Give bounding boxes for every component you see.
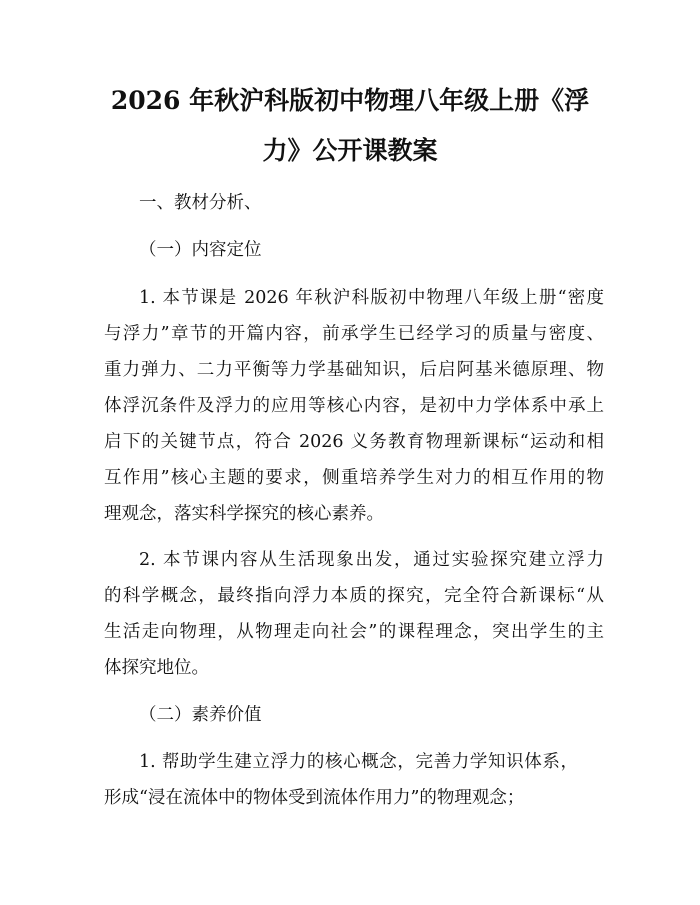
- paragraph-line: 生活走向物理，从物理走向社会”的课程理念，突出学生的主: [104, 622, 604, 642]
- paragraph-line: 形成“浸在流体中的物体受到流体作用力”的物理观念；: [104, 788, 525, 808]
- subsection-heading-literacy-value: （二）素养价值: [139, 705, 262, 725]
- document-title-line-1: 2026 年秋沪科版初中物理八年级上册《浮: [110, 86, 590, 115]
- document-title-line-2: 力》公开课教案: [262, 136, 438, 165]
- paragraph-line: 体探究地位。: [104, 658, 209, 678]
- paragraph-line: 2. 本节课内容从生活现象出发，通过实验探究建立浮力: [139, 550, 604, 570]
- section-heading-teaching-material-analysis: 一、教材分析、: [139, 193, 262, 213]
- paragraph-line: 与浮力”章节的开篇内容，前承学生已经学习的质量与密度、: [104, 324, 604, 344]
- paragraph-line: 重力弹力、二力平衡等力学基础知识，后启阿基米德原理、物: [104, 360, 604, 380]
- paragraph-line: 理观念，落实科学探究的核心素养。: [104, 504, 384, 524]
- subsection-heading-content-positioning: （一）内容定位: [139, 240, 262, 260]
- paragraph-line: 1. 本节课是 2026 年秋沪科版初中物理八年级上册“密度: [139, 288, 604, 308]
- paragraph-line: 1. 帮助学生建立浮力的核心概念，完善力学知识体系，: [139, 752, 578, 772]
- paragraph-line: 启下的关键节点，符合 2026 义务教育物理新课标“运动和相: [104, 432, 604, 452]
- paragraph-line: 体浮沉条件及浮力的应用等核心内容，是初中力学体系中承上: [104, 396, 604, 416]
- paragraph-line: 互作用”核心主题的要求，侧重培养学生对力的相互作用的物: [104, 468, 604, 488]
- paragraph-line: 的科学概念，最终指向浮力本质的探究，完全符合新课标“从: [104, 586, 604, 606]
